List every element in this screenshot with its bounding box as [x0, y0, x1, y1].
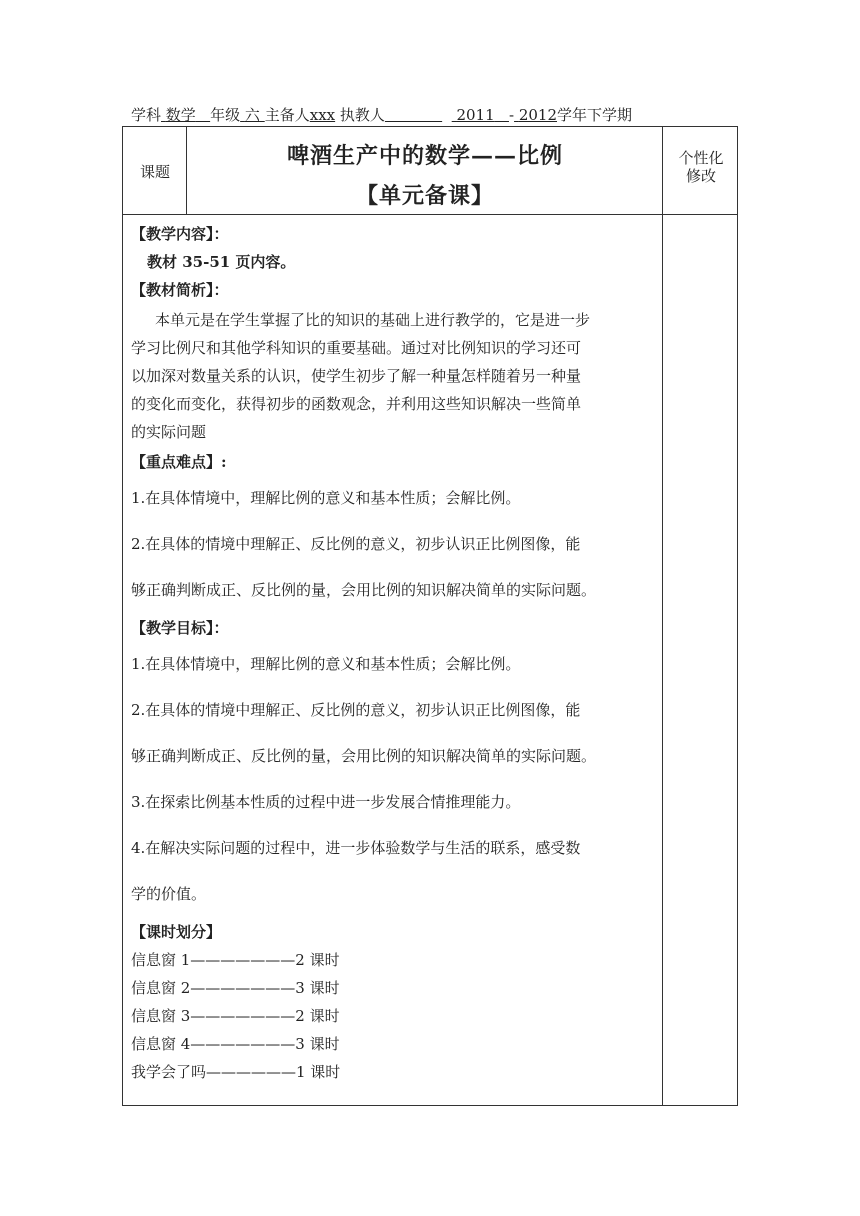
goal-line: 学的价值。 [131, 885, 207, 903]
grade-value: 六 [244, 106, 260, 124]
goal-line: 4.在解决实际问题的过程中，进一步体验数学与生活的联系，感受数 [131, 839, 581, 857]
key-point-line: 1.在具体情境中，理解比例的意义和基本性质；会解比例。 [131, 489, 521, 507]
year-end: 2012 [518, 106, 558, 124]
goal-line: 2.在具体的情境中理解正、反比例的意义，初步认识正比例图像，能 [131, 701, 581, 719]
schedule-line: 信息窗 4———————3 课时 [131, 1035, 340, 1053]
goal-line: 3.在探索比例基本性质的过程中进一步发展合情推理能力。 [131, 793, 521, 811]
schedule-line: 信息窗 2———————3 课时 [131, 979, 340, 997]
teacher-value [385, 106, 442, 124]
teaching-content-heading: 【教学内容】： [131, 225, 229, 243]
title-cell [187, 127, 663, 215]
lesson-title: 啤酒生产中的数学——比例 [286, 143, 563, 169]
personalize-label-line1: 个性化 [678, 149, 724, 167]
lesson-subtitle: 【单元备课】 [355, 183, 494, 209]
analysis-line: 的实际问题 [131, 423, 207, 441]
goals-heading: 【教学目标】： [131, 619, 229, 637]
analysis-line: 本单元是在学生掌握了比的知识的基础上进行教学的，它是进一步 [155, 311, 591, 329]
lesson-table [122, 126, 738, 1106]
divider-personalize [662, 127, 663, 1105]
schedule-line: 信息窗 1———————2 课时 [131, 951, 340, 969]
personalize-label-line2: 修改 [685, 167, 716, 185]
goal-line: 1.在具体情境中，理解比例的意义和基本性质；会解比例。 [131, 655, 521, 673]
teaching-content-text: 教材 35-51 页内容。 [147, 253, 296, 271]
personalize-label [663, 149, 739, 185]
goal-line: 够正确判断成正、反比例的量，会用比例的知识解决简单的实际问题。 [131, 747, 597, 765]
subject-label: 学科 [131, 106, 162, 124]
analysis-heading: 【教材简析】： [131, 281, 229, 299]
grade-label: 年级 [210, 106, 241, 124]
analysis-line: 以加深对数量关系的认识，使学生初步了解一种量怎样随着另一种量 [131, 367, 582, 385]
key-point-line: 2.在具体的情境中理解正、反比例的意义，初步认识正比例图像，能 [131, 535, 581, 553]
key-point-line: 够正确判断成正、反比例的量，会用比例的知识解决简单的实际问题。 [131, 581, 597, 599]
preparer-label: 主备人 [264, 106, 310, 124]
preparer-value: xxx [309, 106, 336, 124]
year-dash: - [508, 106, 515, 124]
schedule-line: 信息窗 3———————2 课时 [131, 1007, 340, 1025]
schedule-heading: 【课时划分】 [131, 923, 222, 941]
subject-value: 数学 [165, 106, 196, 124]
teacher-label: 执教人 [339, 106, 385, 124]
analysis-line: 的变化而变化，获得初步的函数观念，并利用这些知识解决一些简单 [131, 395, 582, 413]
document-header [131, 104, 751, 126]
schedule-line: 我学会了吗——————1 课时 [131, 1063, 341, 1081]
key-points-heading: 【重点难点】: [131, 453, 227, 471]
analysis-line: 学习比例尺和其他学科知识的重要基础。通过对比例知识的学习还可 [131, 339, 582, 357]
term-label: 学年下学期 [557, 106, 633, 124]
year-start: 2011 [456, 106, 495, 124]
topic-label: 课题 [139, 162, 170, 181]
